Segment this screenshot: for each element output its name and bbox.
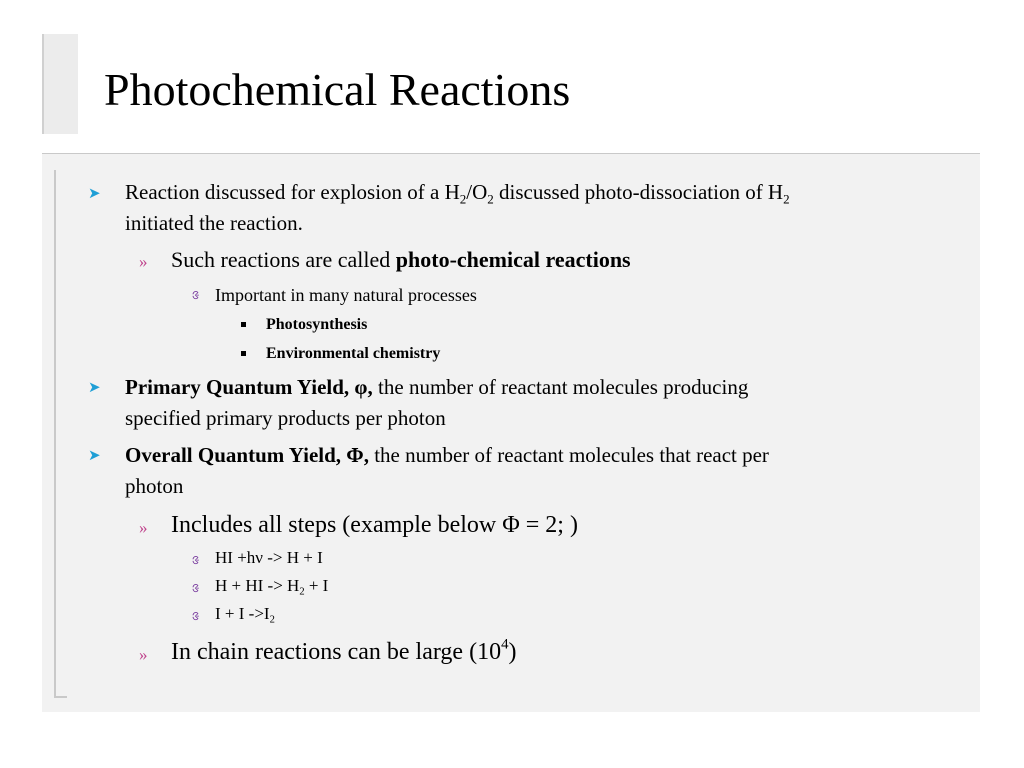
equation-3-text: I + I ->I	[215, 604, 270, 623]
bullet-3-line-2: photon	[125, 474, 184, 498]
bullet-3-2-sup: 4	[501, 636, 509, 653]
square-bullet-icon	[241, 351, 246, 356]
title-accent-bar	[42, 34, 78, 134]
bullet-3-line-1	[125, 439, 769, 471]
square-bullet-icon	[241, 322, 246, 327]
equation-2-sub: 2	[299, 586, 305, 598]
raquo-bullet-icon: »	[139, 518, 148, 537]
caret-bullet-icon: ᱝ	[192, 610, 200, 623]
bullet-3-2-text-b: )	[508, 639, 517, 665]
bullet-1-sub-3: 2	[783, 191, 790, 207]
bullet-1-text-b: /O	[466, 180, 488, 204]
bullet-1-1-bold: photo-chemical reactions	[395, 247, 631, 272]
bullet-2-line-2: specified primary products per photon	[125, 406, 446, 430]
bullet-1-line-1	[125, 176, 790, 208]
bullet-3-2	[171, 635, 517, 669]
equation-2-text-b: + I	[304, 576, 329, 595]
bullet-2-bold: Primary Quantum Yield, φ,	[125, 375, 373, 399]
bullet-3-1: Includes all steps (example below Φ = 2; )	[171, 512, 578, 538]
bullet-1-text-a: Reaction discussed for explosion of a H	[125, 180, 460, 204]
equation-1: HI +hν -> H + I	[215, 548, 323, 567]
bullet-1-text-c: discussed photo-dissociation of H	[493, 180, 784, 204]
equation-2-text-a: H + HI -> H	[215, 576, 300, 595]
bullet-level4-item: Photosynthesis	[266, 316, 368, 333]
bullet-3-text: the number of reactant molecules that react per	[368, 443, 769, 467]
bullet-level4-item: Environmental chemistry	[266, 345, 441, 362]
bullet-2-text: the number of reactant molecules producing	[372, 375, 749, 399]
arrow-bullet-icon: ➤	[88, 446, 101, 464]
equation-3-sub: 2	[269, 614, 275, 626]
bullet-1-1-1: Important in many natural processes	[215, 285, 477, 305]
bullet-1-line-2: initiated the reaction.	[125, 211, 303, 235]
slide-title: Photochemical Reactions	[104, 64, 571, 115]
bullet-3-bold: Overall Quantum Yield, Φ,	[125, 443, 369, 467]
equation-3	[215, 601, 275, 627]
caret-bullet-icon: ᱝ	[192, 582, 200, 595]
bullet-3-2-text-a: In chain reactions can be large (10	[171, 639, 502, 665]
caret-bullet-icon: ᱝ	[192, 289, 200, 302]
raquo-bullet-icon: »	[139, 252, 148, 271]
content-left-rule	[54, 170, 67, 698]
caret-bullet-icon: ᱝ	[192, 554, 200, 567]
bullet-1-1-text: Such reactions are called	[171, 247, 396, 272]
bullet-1-1	[171, 244, 631, 276]
bullet-1-sub-2: 2	[487, 191, 494, 207]
equation-2	[215, 573, 328, 599]
arrow-bullet-icon: ➤	[88, 184, 101, 202]
raquo-bullet-icon: »	[139, 645, 148, 664]
bullet-2-line-1	[125, 371, 748, 403]
arrow-bullet-icon: ➤	[88, 378, 101, 396]
bullet-1-sub-1: 2	[459, 191, 467, 207]
